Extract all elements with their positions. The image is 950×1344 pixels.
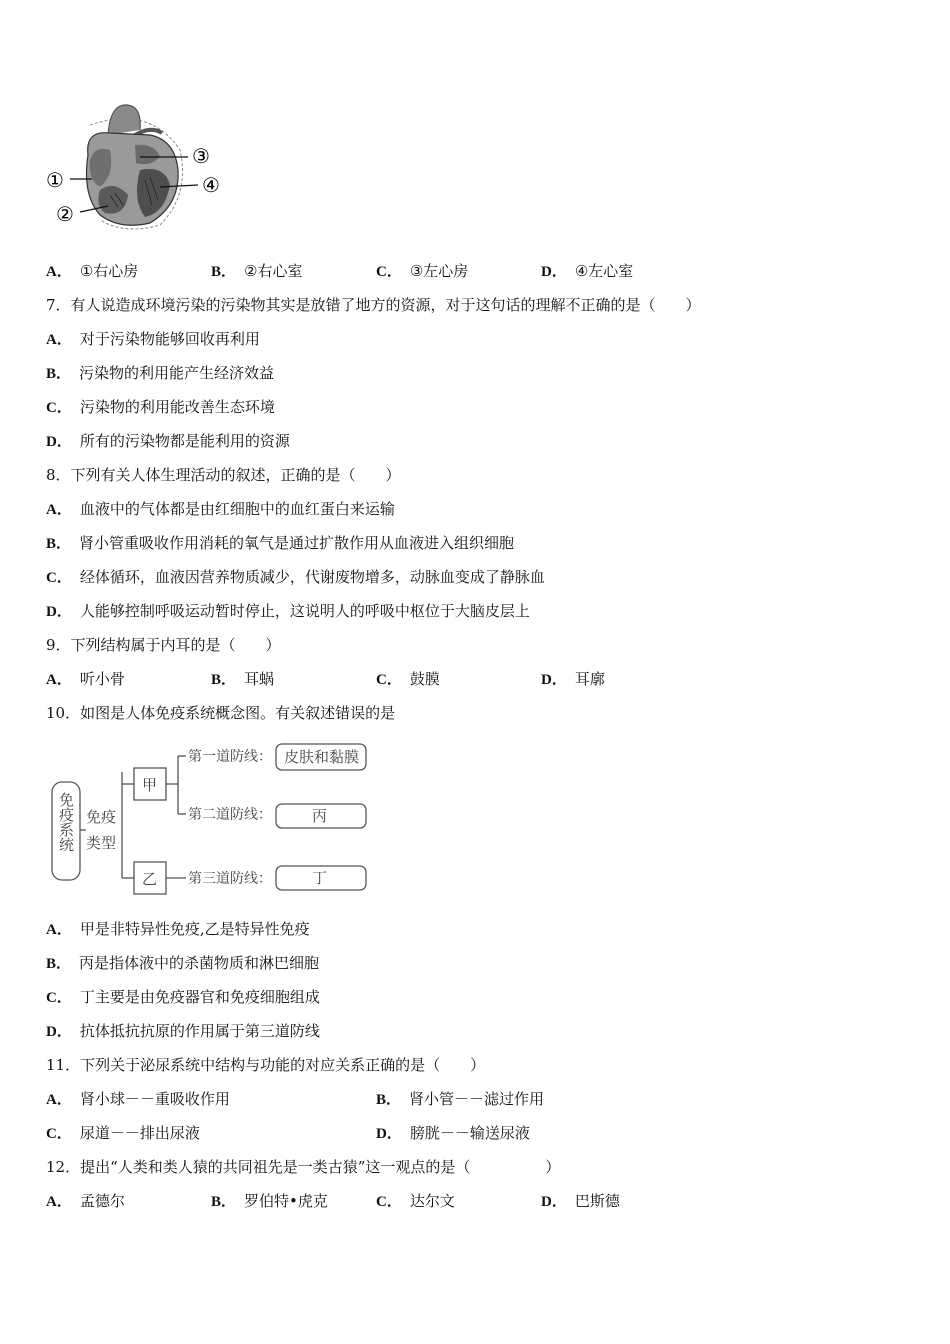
ding-text: 丁 xyxy=(312,869,328,887)
option-letter: C． xyxy=(46,1126,72,1142)
skin-mucosa-text: 皮肤和黏膜 xyxy=(284,748,360,766)
q8-stem: 8．下列有关人体生理活动的叙述，正确的是（ ） xyxy=(46,466,401,484)
option-text: 尿道－－排出尿液 xyxy=(79,1124,200,1142)
option-letter: A． xyxy=(46,1194,72,1210)
type-label-1: 免疫 xyxy=(86,808,117,826)
q11-option-d xyxy=(376,1123,530,1144)
q9-stem: 9．下列结构属于内耳的是（ ） xyxy=(46,636,281,654)
option-letter: C． xyxy=(376,1194,402,1210)
option-letter: D． xyxy=(46,604,72,620)
q10-option-d xyxy=(46,1021,320,1042)
q9-option-b xyxy=(211,669,274,690)
option-letter: A． xyxy=(46,502,72,518)
q12-option-d xyxy=(541,1191,620,1212)
yi-label: 乙 xyxy=(142,870,158,888)
option-text: ②右心室 xyxy=(244,262,303,280)
aorta xyxy=(108,105,140,135)
option-letter: B． xyxy=(211,672,237,688)
option-text: 污染物的利用能产生经济效益 xyxy=(79,364,275,382)
option-text: 污染物的利用能改善生态环境 xyxy=(79,398,275,416)
option-text: 听小骨 xyxy=(79,670,125,688)
option-text: 巴斯德 xyxy=(574,1192,620,1210)
root-label: 免疫系统 xyxy=(57,792,75,852)
option-text: ④左心室 xyxy=(574,262,634,280)
q7-option-a xyxy=(46,329,260,350)
option-letter: A． xyxy=(46,922,72,938)
q7-option-d xyxy=(46,431,290,452)
option-letter: B． xyxy=(46,366,72,382)
heart-label-4: ④ xyxy=(202,173,220,197)
q12-option-c xyxy=(376,1191,455,1212)
jia-label: 甲 xyxy=(142,776,158,794)
type-label-2: 类型 xyxy=(86,834,117,852)
option-text: ①右心房 xyxy=(79,262,139,280)
option-text: 肾小管－－滤过作用 xyxy=(409,1090,545,1108)
option-letter: B． xyxy=(46,536,72,552)
option-text: 罗伯特•虎克 xyxy=(244,1192,328,1210)
option-letter: C． xyxy=(46,570,72,586)
q8-option-c xyxy=(46,567,545,588)
q12-option-b xyxy=(211,1191,328,1212)
second-defense-label: 第二道防线： xyxy=(188,807,272,823)
q10-option-b xyxy=(46,953,319,974)
q8-option-d xyxy=(46,601,530,622)
q10-stem: 10．如图是人体免疫系统概念图。有关叙述错误的是 xyxy=(46,704,396,722)
heart-label-2: ② xyxy=(56,202,74,226)
option-letter: D． xyxy=(46,434,72,450)
q11-stem: 11．下列关于泌尿系统中结构与功能的对应关系正确的是（ ） xyxy=(46,1056,486,1074)
q11-option-c xyxy=(46,1123,200,1144)
option-letter: B． xyxy=(211,1194,237,1210)
q9-option-d xyxy=(541,669,605,690)
option-letter: C． xyxy=(46,990,72,1006)
option-letter: D． xyxy=(541,1194,567,1210)
q10-option-a xyxy=(46,919,310,940)
option-letter: D． xyxy=(541,672,567,688)
option-letter: D． xyxy=(46,1024,72,1040)
first-defense-label: 第一道防线： xyxy=(188,749,272,765)
option-letter: B． xyxy=(211,264,237,280)
option-text: 达尔文 xyxy=(409,1192,455,1210)
heart-label-3: ③ xyxy=(192,144,210,168)
option-text: 肾小球－－重吸收作用 xyxy=(79,1090,230,1108)
q6-option-a xyxy=(46,261,138,282)
option-letter: A． xyxy=(46,672,72,688)
q6-option-b xyxy=(211,261,302,282)
option-text: 抗体抵抗抗原的作用属于第三道防线 xyxy=(79,1022,320,1040)
option-text: 膀胱－－输送尿液 xyxy=(409,1124,530,1142)
q7-option-b xyxy=(46,363,274,384)
option-letter: C． xyxy=(376,672,402,688)
option-letter: C． xyxy=(376,264,402,280)
q11-option-a xyxy=(46,1089,230,1110)
q12-stem: 12．提出“人类和类人猿的共同祖先是一类古猿”这一观点的是（ ） xyxy=(46,1158,561,1176)
option-text: 所有的污染物都是能利用的资源 xyxy=(79,432,290,450)
option-text: 耳蜗 xyxy=(244,670,275,688)
heart-figure xyxy=(40,95,240,240)
option-text: ③左心房 xyxy=(409,262,469,280)
option-letter: D． xyxy=(541,264,567,280)
heart-label-1: ① xyxy=(46,168,64,192)
option-text: 丙是指体液中的杀菌物质和淋巴细胞 xyxy=(79,954,320,972)
q6-option-c xyxy=(376,261,468,282)
option-text: 经体循环，血液因营养物质减少，代谢废物增多，动脉血变成了静脉血 xyxy=(79,568,545,586)
q8-option-a xyxy=(46,499,395,520)
option-letter: B． xyxy=(376,1092,402,1108)
option-text: 甲是非特异性免疫,乙是特异性免疫 xyxy=(79,920,310,938)
option-text: 耳廓 xyxy=(574,670,605,688)
q7-stem: 7．有人说造成环境污染的污染物其实是放错了地方的资源，对于这句话的理解不正确的是（ ） xyxy=(46,296,701,314)
option-text: 孟德尔 xyxy=(79,1192,125,1210)
q7-option-c xyxy=(46,397,275,418)
option-letter: A． xyxy=(46,264,72,280)
bing-text: 丙 xyxy=(312,807,328,825)
option-text: 人能够控制呼吸运动暂时停止，这说明人的呼吸中枢位于大脑皮层上 xyxy=(79,602,530,620)
option-text: 对于污染物能够回收再利用 xyxy=(79,330,260,348)
option-letter: A． xyxy=(46,1092,72,1108)
option-text: 血液中的气体都是由红细胞中的血红蛋白来运输 xyxy=(79,500,395,518)
q6-option-d xyxy=(541,261,633,282)
option-text: 丁主要是由免疫器官和免疫细胞组成 xyxy=(79,988,320,1006)
option-letter: D． xyxy=(376,1126,402,1142)
q12-option-a xyxy=(46,1191,125,1212)
third-defense-label: 第三道防线： xyxy=(188,871,272,887)
option-letter: C． xyxy=(46,400,72,416)
q9-option-c xyxy=(376,669,440,690)
q9-option-a xyxy=(46,669,125,690)
q11-option-b xyxy=(376,1089,544,1110)
immune-system-diagram xyxy=(46,738,376,898)
option-letter: B． xyxy=(46,956,72,972)
q10-option-c xyxy=(46,987,320,1008)
q8-option-b xyxy=(46,533,514,554)
option-letter: A． xyxy=(46,332,72,348)
option-text: 鼓膜 xyxy=(409,670,440,688)
option-text: 肾小管重吸收作用消耗的氧气是通过扩散作用从血液进入组织细胞 xyxy=(79,534,515,552)
